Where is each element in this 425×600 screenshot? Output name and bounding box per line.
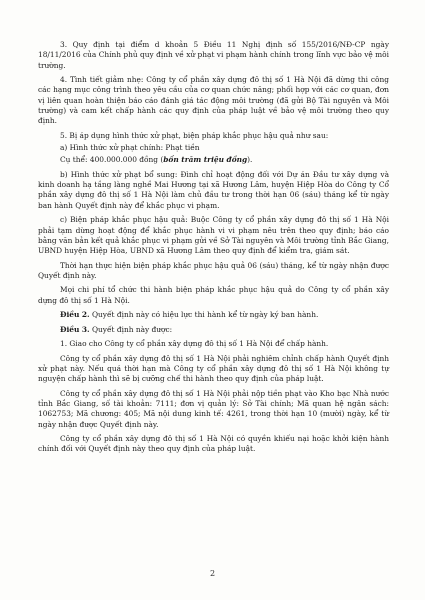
amount-prefix: Cụ thể: 400.000.000 đồng (	[60, 155, 164, 165]
penalty-main: a) Hình thức xử phạt chính: Phạt tiền	[60, 143, 200, 153]
clause-5-penalties: 5. Bị áp dụng hình thức xử phạt, biện pháp khắc phục hậu quả như sau:	[60, 130, 329, 140]
remedial-measures: c) Biện pháp khắc phục hậu quả: Buộc Công ty cổ phần xây dựng đô thị số 1 Hà Nội phải tạm dừng hoạt động để khắc phục hành vi vi phạm nêu trên theo quy định; báo cáo bằng văn bản kết quả khắc phục vi phạm gửi về Sở Tài nguyên và Môi trường tỉnh Bắc Giang, UBND huyện Hiệp Hòa, UBND xã Hương Lâm theo quy định để kiểm tra, giám sát.	[38, 215, 389, 256]
clause-4-mitigating: 4. Tình tiết giảm nhẹ: Công ty cổ phần xây dựng đô thị số 1 Hà Nội đã dừng thi công các hạng mục công trình theo yêu cầu của cơ quan chức năng; phối hợp với các cơ quan, đơn vị liên quan hoàn thiện báo cáo đánh giá tác động môi trường (đã gửi Bộ Tài nguyên và Môi trường) và cam kết chấp hành các quy định của pháp luật về bảo vệ môi trường theo quy định.	[38, 75, 389, 126]
article-2-text: Quyết định này có hiệu lực thi hành kể từ ngày ký ban hành.	[89, 310, 319, 320]
article-3-item-1: 1. Giao cho Công ty cổ phần xây dựng đô thị số 1 Hà Nội để chấp hành.	[60, 339, 329, 349]
penalty-additional: b) Hình thức xử phạt bổ sung: Đình chỉ hoạt động đối với Dự án Đầu tư xây dựng và kinh doanh hạ tầng làng nghề Mai Hương tại xã Hương Lâm, huyện Hiệp Hòa do Công ty Cổ phần xây dựng đô thị số 1 Hà Nội làm chủ đầu tư trong thời hạn 06 (sáu) tháng kể từ ngày ban hành Quyết định này để khắc phục vi phạm.	[38, 169, 389, 210]
article-2	[38, 310, 389, 320]
compliance-obligation: Công ty cổ phần xây dựng đô thị số 1 Hà Nội phải nghiêm chỉnh chấp hành Quyết định xử phạt này. Nếu quá thời hạn mà Công ty cổ phần xây dựng đô thị số 1 Hà Nội không tự nguyện chấp hành thì sẽ bị cưỡng chế thi hành theo quy định của pháp luật.	[38, 353, 389, 384]
clause-3: 3. Quy định tại điểm d khoản 5 Điều 11 Nghị định số 155/2016/NĐ-CP ngày 18/11/2016 của Chính phủ quy định về xử phạt vi phạm hành chính trong lĩnh vực bảo vệ môi trường.	[38, 40, 389, 70]
payment-instructions: Công ty cổ phần xây dựng đô thị số 1 Hà Nội phải nộp tiền phạt vào Kho bạc Nhà nước tỉnh Bắc Giang, số tài khoản: 7111; đơn vị quản lý: Sở Tài chính; Mã quan hệ ngân sách: 1062753; Mã chương: 405; Mã nội dung kinh tế: 4261, trong thời hạn 10 (mười) ngày, kể từ ngày nhận được Quyết định này.	[38, 388, 389, 429]
right-to-appeal: Công ty cổ phần xây dựng đô thị số 1 Hà Nội có quyền khiếu nại hoặc khởi kiện hành chính đối với Quyết định này theo quy định của pháp luật.	[38, 434, 389, 454]
page-number: 2	[209, 569, 216, 578]
amount-suffix: ).	[247, 155, 253, 165]
document-body	[38, 40, 389, 455]
remedial-cost: Mọi chi phí tổ chức thi hành biện pháp khắc phục hậu quả do Công ty cổ phần xây dựng đô thị số 1 Hà Nội.	[38, 285, 389, 305]
article-3-label: Điều 3.	[60, 324, 90, 334]
article-3-text: Quyết định này được:	[89, 324, 173, 334]
penalty-amount	[38, 155, 389, 165]
amount-in-words: bốn trăm triệu đồng	[163, 155, 248, 165]
article-3	[38, 325, 389, 335]
article-2-label: Điều 2.	[60, 310, 90, 320]
remedial-deadline: Thời hạn thực hiện biện pháp khắc phục hậu quả 06 (sáu) tháng, kể từ ngày nhận được Quyết định này.	[38, 260, 389, 280]
